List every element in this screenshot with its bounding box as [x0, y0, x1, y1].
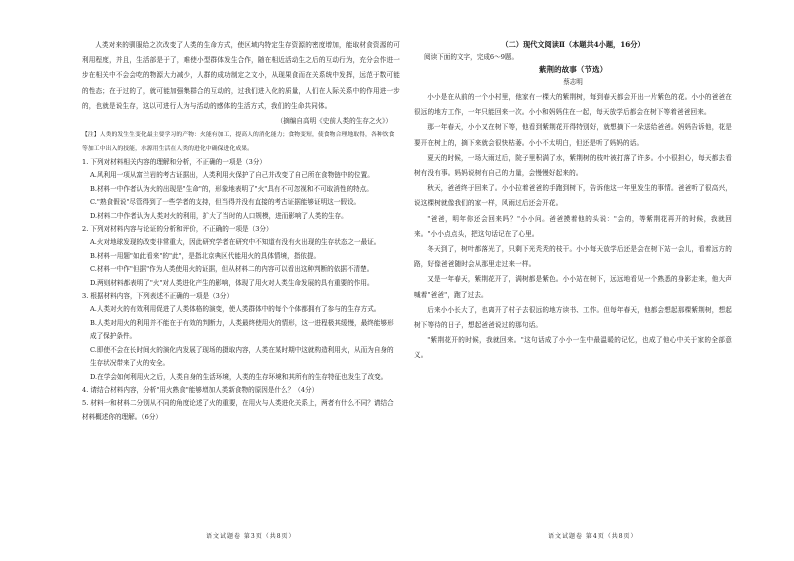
question-1-option-a: A.风利用一项从富兰岩的考古证据出，人类利用火保护了自己并改变了自己所在食物链中的位置。	[90, 171, 374, 180]
question-4: 4. 请结合材料内容，分析"用火熟食"能够增加人类新食物的原因是什么？（4分）	[82, 385, 319, 394]
question-1-option-d: D.材料二中作者认为人类对火的利用，扩大了当时的人口规模，进而影响了人类的生存。	[90, 211, 348, 220]
question-2-option-a: A.火对地球发现的改变非常重大，因此研究学者在研究中不知道有没有火出现的生存状态之一最证。	[90, 238, 381, 247]
article-paragraph: 冬天到了，树叶都落光了，只剩下光秃秃的枝干。小小每天放学后还是会在树下站一会儿，看着远方的路，好像爸爸随时会从那里走过来一样。	[414, 245, 732, 269]
question-2-stem: 2. 下列对材料内容与论证的分析和评价，不正确的一项是（3分）	[82, 225, 273, 234]
question-3-option-b: B.人类对用火的利用并不能在于有效的判断力，人类最终使用火的情形，这一进程极其缓慢，最终能够形成了保护条件。	[90, 318, 394, 341]
article-paragraph: 小小是在从前的一个小村里，他家有一棵大的紫荆树，每到春天都会开出一片紫色的花。小小的爸爸在很远的地方工作，一年只能回来一次。小小和妈妈住在一起，每天放学后都会在树下等着爸爸回来。	[414, 93, 732, 117]
article-paragraph: 那一年春天，小小又在树下等，他看到紫荆花开得特别好，就想摘下一朵送给爸爸。妈妈告诉他，花是要开在树上的，摘下来就会很快枯萎。小小不太明白，但还是听了妈妈的话。	[414, 123, 732, 147]
article-paragraph: 后来小小长大了，也离开了村子去很远的地方读书、工作。但每年春天，他都会想起那棵紫荆树，想起树下等待的日子，想起爸爸说过的那句话。	[414, 305, 732, 330]
question-3-option-a: A.人类对火的有效利用促进了人类体格的演变，使人类群体中的每个个体都拥有了参与的生存方式。	[90, 305, 381, 314]
footnote: 【注】人类的发生生变化最主要学习的产物：火能有加工，提高人的消化能力；食物变短，使食物合理地取得，各种饮食等加工中出入的技能，水源用生活在人类的进化中确保进化成果。	[82, 132, 395, 152]
question-1-stem: 1. 下列对材料相关内容的理解和分析，不正确的一项是（3分）	[82, 158, 267, 167]
page-footer-right: 语文试题卷 第4页（共8页）	[548, 533, 638, 540]
question-3-option-d: D.在学会如何利用火之后，人类自身的生活环境，人类的生存环境和其所有的生存特征也发生了改变。	[90, 372, 388, 381]
section-title: （二）现代文阅读Ⅱ（本题共4小题，16分）	[501, 40, 645, 49]
intro-paragraph: 人类对来的驯服给之次改变了人类的生命方式，使区域内特定生存资源的密度增加，能取材食资源的可利用程度，并且，生活部是于了，难使小型群体发生合作，随在相近活动生之后的互动行为，充分会作进一步在相关中不会会吃的物源大力减少，人群的成功制定之文小，从现果食而在关系统中发挥，远范于数可能的性态；在于过的了，就可能加强集群合的互动的，过我们进入化的质量，人们在人际关系中的作用进一步的，也就是说生存，这以可进行人为与活动的感体的生活方式，我们的生命共同体。	[82, 41, 400, 110]
question-1-option-c: C."熟食假说"尽管得到了一些学者的支持，但当得并没有直接的考古证据能够证明这一假设。	[90, 198, 361, 207]
source-citation: （摘编自高明《史前人类的生存之火》）	[276, 117, 392, 126]
question-2-option-c: C.材料一中作"但据"作为人类使用火的证据，但从材料二的内容可以看出这种判断的依据不清楚。	[90, 265, 374, 274]
question-3-option-c: C.即使不会在长时间火的演化内发展了现场的摄取内容，人类在某时期中这就构造利用火，从而为自身的生存状况带来了火的安全。	[90, 345, 394, 368]
right-page	[414, 38, 732, 364]
question-2-option-b: B.材料一用题"如此看来"的"此"，是指北京典区代能用火的具体情境，指依提。	[90, 251, 321, 260]
article-paragraph: 夏天的时候，一场大雨过后，院子里积满了水，紫荆树的枝叶被打落了许多。小小很担心，每天都去看树有没有事。妈妈说树有自己的力量，会慢慢好起来的。	[414, 153, 732, 178]
question-2-option-d: D.两则材料都表明了"火"对人类进化产生的影响，体现了用火对人类生命发展的具有重要的作用。	[90, 278, 374, 287]
article-paragraph: 又是一年春天，紫荆花开了，满树都是紫色。小小站在树下，远远地看见一个熟悉的身影走来，他大声喊着"爸爸"，跑了过去。	[414, 275, 732, 299]
article-paragraph: "爸爸，明年你还会回来吗？"小小问。爸爸摸着他的头说："会的，等紫荆花再开的时候，我就回来。"小小点点头，把这句话记在了心里。	[414, 214, 732, 238]
article-paragraph: "紫荆花开的时候，我就回来。"这句话成了小小一生中最温暖的记忆，也成了他心中关于家的全部意义。	[414, 336, 732, 360]
section-instruction: 阅读下面的文字，完成6～9题。	[424, 53, 519, 61]
article-title: 紫荆的故事（节选）	[538, 65, 608, 74]
question-5: 5. 材料一和材料二分别从不同的角度论述了火的重要，在用火与人类进化关系上，两者有什么不同？请结合材料概述你的理解。（6分）	[82, 399, 394, 421]
article-author: 蔡志明	[563, 78, 583, 86]
question-3-stem: 3. 根据材料内容，下列表述不正确的一项是（3分）	[82, 292, 234, 301]
left-page	[82, 38, 400, 424]
question-1-option-b: B.材料一中作者认为火的出现是"生命"的，形象地表明了"火"具有不可忽视和不可取消性的特点。	[90, 184, 373, 193]
page-footer-left: 语文试题卷 第3页（共8页）	[206, 533, 296, 540]
article-paragraph: 秋天，爸爸终于回来了。小小拉着爸爸的手跑到树下，告诉他这一年里发生的事情。爸爸听了很高兴，说这棵树就像我们的家一样，风雨过后还会开花。	[414, 184, 732, 208]
